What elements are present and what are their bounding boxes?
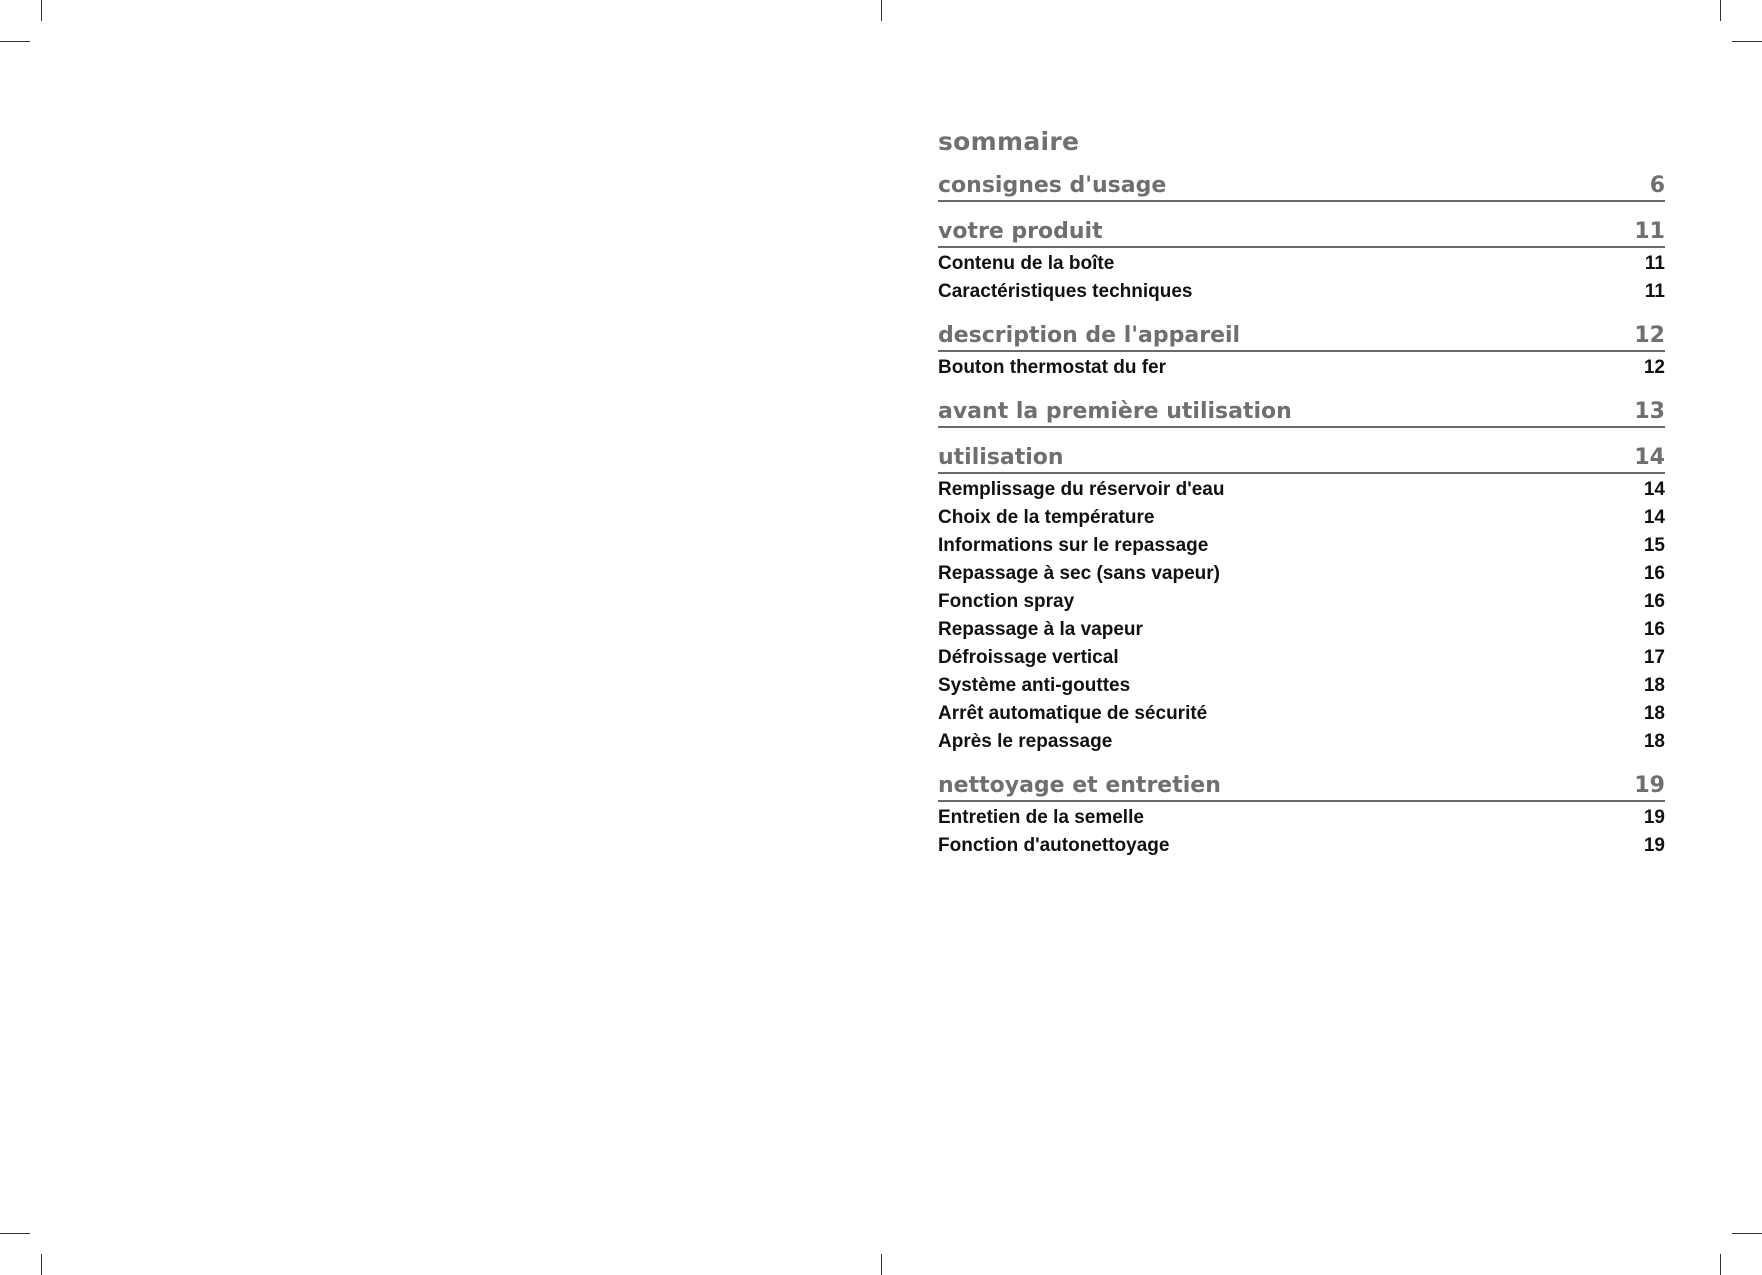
crop-mark <box>1732 41 1762 42</box>
entry-page-number: 11 <box>1644 253 1665 274</box>
toc-entry[interactable] <box>938 644 1665 672</box>
toc-entry[interactable] <box>938 354 1665 382</box>
toc-section-heading[interactable] <box>938 398 1665 428</box>
section-page-number: 12 <box>1634 323 1665 348</box>
toc-section-heading[interactable] <box>938 218 1665 248</box>
entry-label: Fonction d'autonettoyage <box>938 835 1170 856</box>
toc-entry[interactable] <box>938 832 1665 860</box>
entry-label: Défroissage vertical <box>938 647 1119 668</box>
entry-label: Après le repassage <box>938 731 1113 752</box>
crop-mark <box>0 41 30 42</box>
entry-label: Choix de la température <box>938 507 1155 528</box>
crop-mark <box>1720 0 1721 21</box>
section-page-number: 14 <box>1634 445 1665 470</box>
section-title: nettoyage et entretien <box>938 773 1221 798</box>
crop-mark <box>0 1233 30 1234</box>
entry-page-number: 11 <box>1644 281 1665 302</box>
toc-section <box>938 322 1665 382</box>
crop-mark <box>881 0 882 21</box>
toc-section <box>938 172 1665 202</box>
section-title: consignes d'usage <box>938 173 1167 198</box>
toc-section <box>938 398 1665 428</box>
entry-label: Repassage à la vapeur <box>938 619 1143 640</box>
toc-entry[interactable] <box>938 532 1665 560</box>
crop-mark <box>1720 1254 1721 1275</box>
toc-sections <box>938 172 1665 860</box>
section-title: utilisation <box>938 445 1064 470</box>
toc-entry[interactable] <box>938 700 1665 728</box>
table-of-contents <box>938 127 1665 876</box>
toc-entry[interactable] <box>938 250 1665 278</box>
entry-page-number: 16 <box>1643 619 1665 640</box>
crop-mark <box>881 1254 882 1275</box>
toc-entry[interactable] <box>938 672 1665 700</box>
entry-page-number: 14 <box>1643 479 1665 500</box>
entry-label: Repassage à sec (sans vapeur) <box>938 563 1220 584</box>
entry-label: Bouton thermostat du fer <box>938 357 1166 378</box>
entry-page-number: 18 <box>1643 731 1665 752</box>
entry-label: Entretien de la semelle <box>938 807 1144 828</box>
entry-page-number: 17 <box>1643 647 1665 668</box>
toc-title: sommaire <box>938 127 1080 156</box>
toc-entry[interactable] <box>938 588 1665 616</box>
entry-label: Système anti-gouttes <box>938 675 1131 696</box>
toc-section-heading[interactable] <box>938 444 1665 474</box>
entry-page-number: 14 <box>1643 507 1665 528</box>
toc-entry[interactable] <box>938 804 1665 832</box>
entry-page-number: 15 <box>1643 535 1665 556</box>
toc-section-heading[interactable] <box>938 172 1665 202</box>
entry-page-number: 19 <box>1643 807 1665 828</box>
section-title: votre produit <box>938 219 1103 244</box>
toc-entry-list <box>938 804 1665 860</box>
entry-page-number: 16 <box>1643 591 1665 612</box>
entry-page-number: 19 <box>1643 835 1665 856</box>
toc-entry[interactable] <box>938 476 1665 504</box>
toc-entry-list <box>938 250 1665 306</box>
toc-entry[interactable] <box>938 560 1665 588</box>
toc-section <box>938 444 1665 756</box>
toc-section <box>938 218 1665 306</box>
entry-page-number: 18 <box>1643 703 1665 724</box>
entry-label: Remplissage du réservoir d'eau <box>938 479 1225 500</box>
toc-section <box>938 772 1665 860</box>
toc-section-heading[interactable] <box>938 772 1665 802</box>
toc-entry[interactable] <box>938 728 1665 756</box>
crop-mark <box>41 0 42 21</box>
toc-entry[interactable] <box>938 616 1665 644</box>
crop-mark <box>1732 1233 1762 1234</box>
entry-label: Caractéristiques techniques <box>938 281 1193 302</box>
toc-entry-list <box>938 476 1665 756</box>
entry-label: Contenu de la boîte <box>938 253 1115 274</box>
section-page-number: 13 <box>1634 399 1665 424</box>
entry-page-number: 16 <box>1643 563 1665 584</box>
toc-section-heading[interactable] <box>938 322 1665 352</box>
section-page-number: 11 <box>1634 219 1665 244</box>
entry-label: Informations sur le repassage <box>938 535 1209 556</box>
section-title: avant la première utilisation <box>938 399 1292 424</box>
entry-label: Fonction spray <box>938 591 1075 612</box>
section-page-number: 19 <box>1634 773 1665 798</box>
toc-entry[interactable] <box>938 278 1665 306</box>
entry-page-number: 18 <box>1643 675 1665 696</box>
entry-page-number: 12 <box>1643 357 1665 378</box>
crop-mark <box>41 1254 42 1275</box>
toc-entry-list <box>938 354 1665 382</box>
entry-label: Arrêt automatique de sécurité <box>938 703 1208 724</box>
section-title: description de l'appareil <box>938 323 1241 348</box>
toc-entry[interactable] <box>938 504 1665 532</box>
section-page-number: 6 <box>1649 173 1665 198</box>
